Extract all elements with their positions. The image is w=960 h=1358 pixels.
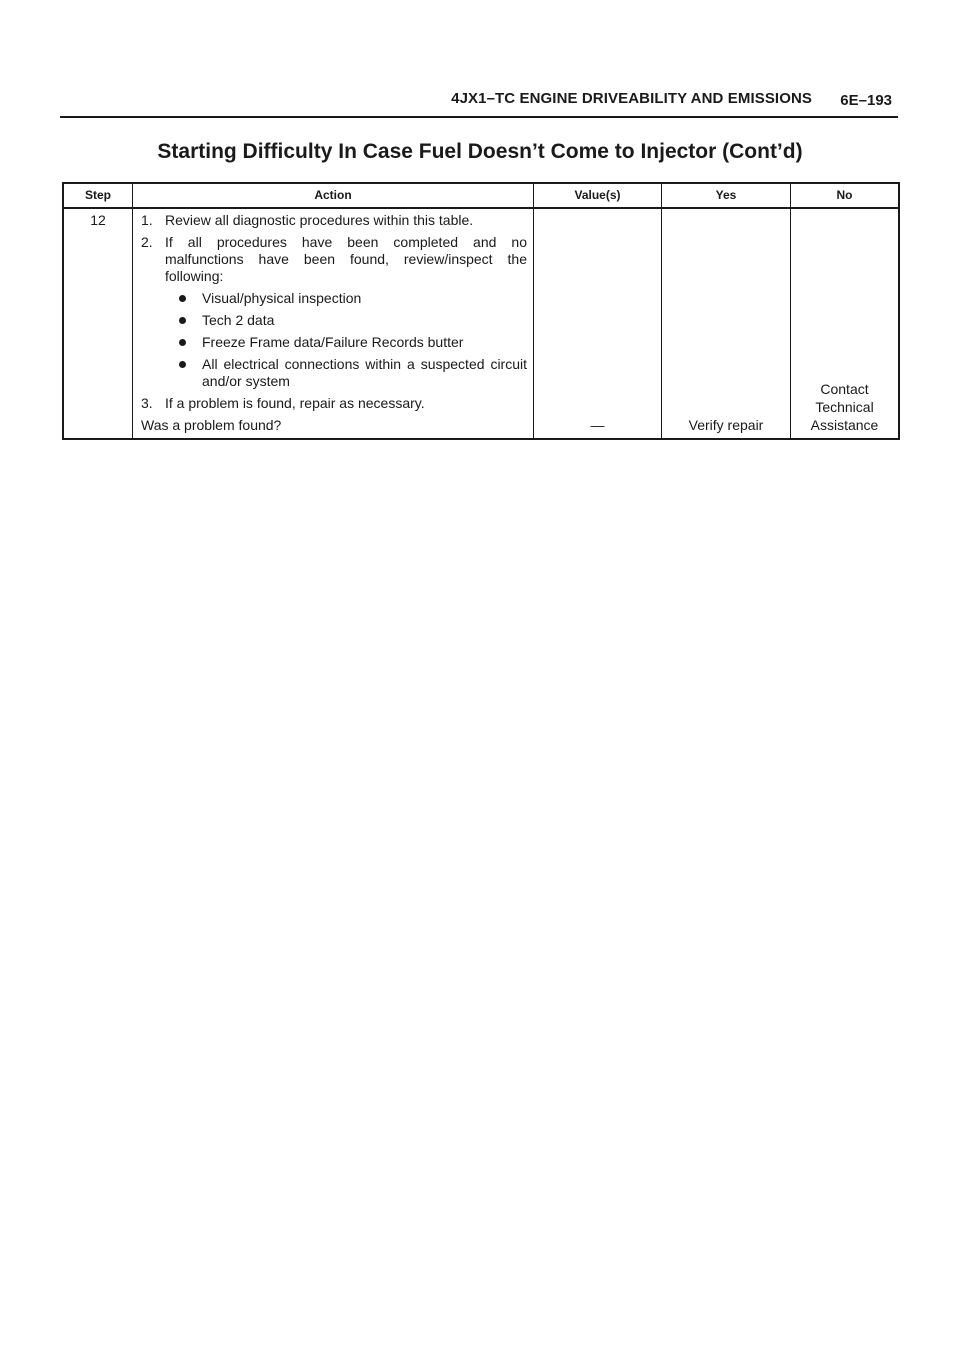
bullet-item xyxy=(179,334,527,351)
diagnostic-table xyxy=(62,182,900,440)
column-header-yes: Yes xyxy=(662,183,791,208)
column-header-values: Value(s) xyxy=(534,183,662,208)
bullet-text: Tech 2 data xyxy=(202,312,275,328)
item-number: 1. xyxy=(141,212,153,228)
no-line: Assistance xyxy=(810,417,879,433)
item-number: 2. xyxy=(141,234,153,250)
no-line: Technical xyxy=(815,399,874,415)
action-question: Was a problem found? xyxy=(141,417,282,433)
step-number: 12 xyxy=(63,208,133,439)
item-text: If all procedures have been completed and no malfunctions have been found, review/inspect the following: xyxy=(165,234,527,284)
column-header-action: Action xyxy=(133,183,534,208)
yes-cell: Verify repair xyxy=(662,208,791,439)
page-number: 6E–193 xyxy=(840,92,892,109)
running-header xyxy=(60,88,898,118)
item-number: 3. xyxy=(141,395,153,411)
action-item-3 xyxy=(141,395,527,412)
section-title: 4JX1–TC ENGINE DRIVEABILITY AND EMISSIONS xyxy=(451,90,812,107)
column-header-no: No xyxy=(791,183,900,208)
action-item-2 xyxy=(141,234,527,285)
page-title: Starting Difficulty In Case Fuel Doesn’t Come to Injector (Cont’d) xyxy=(157,140,803,163)
bullet-icon xyxy=(179,361,186,368)
bullet-text: All electrical connections within a suspected circuit and/or system xyxy=(202,356,527,389)
bullet-text: Visual/physical inspection xyxy=(202,290,362,306)
no-line: Contact xyxy=(820,381,869,397)
bullet-item xyxy=(179,356,527,390)
bullet-item xyxy=(179,290,527,307)
bullet-icon xyxy=(179,339,186,346)
value-cell: — xyxy=(534,208,662,439)
item-text: Review all diagnostic procedures within this table. xyxy=(165,212,474,228)
table-row xyxy=(63,208,899,439)
item-text: If a problem is found, repair as necessary. xyxy=(165,395,425,411)
no-cell xyxy=(791,208,900,439)
column-header-step: Step xyxy=(63,183,133,208)
bullet-icon xyxy=(179,317,186,324)
bullet-text: Freeze Frame data/Failure Records butter xyxy=(202,334,464,350)
bullet-item xyxy=(179,312,527,329)
bullet-icon xyxy=(179,295,186,302)
action-cell xyxy=(133,208,534,439)
table-header-row xyxy=(63,183,899,208)
action-item-1 xyxy=(141,212,527,229)
